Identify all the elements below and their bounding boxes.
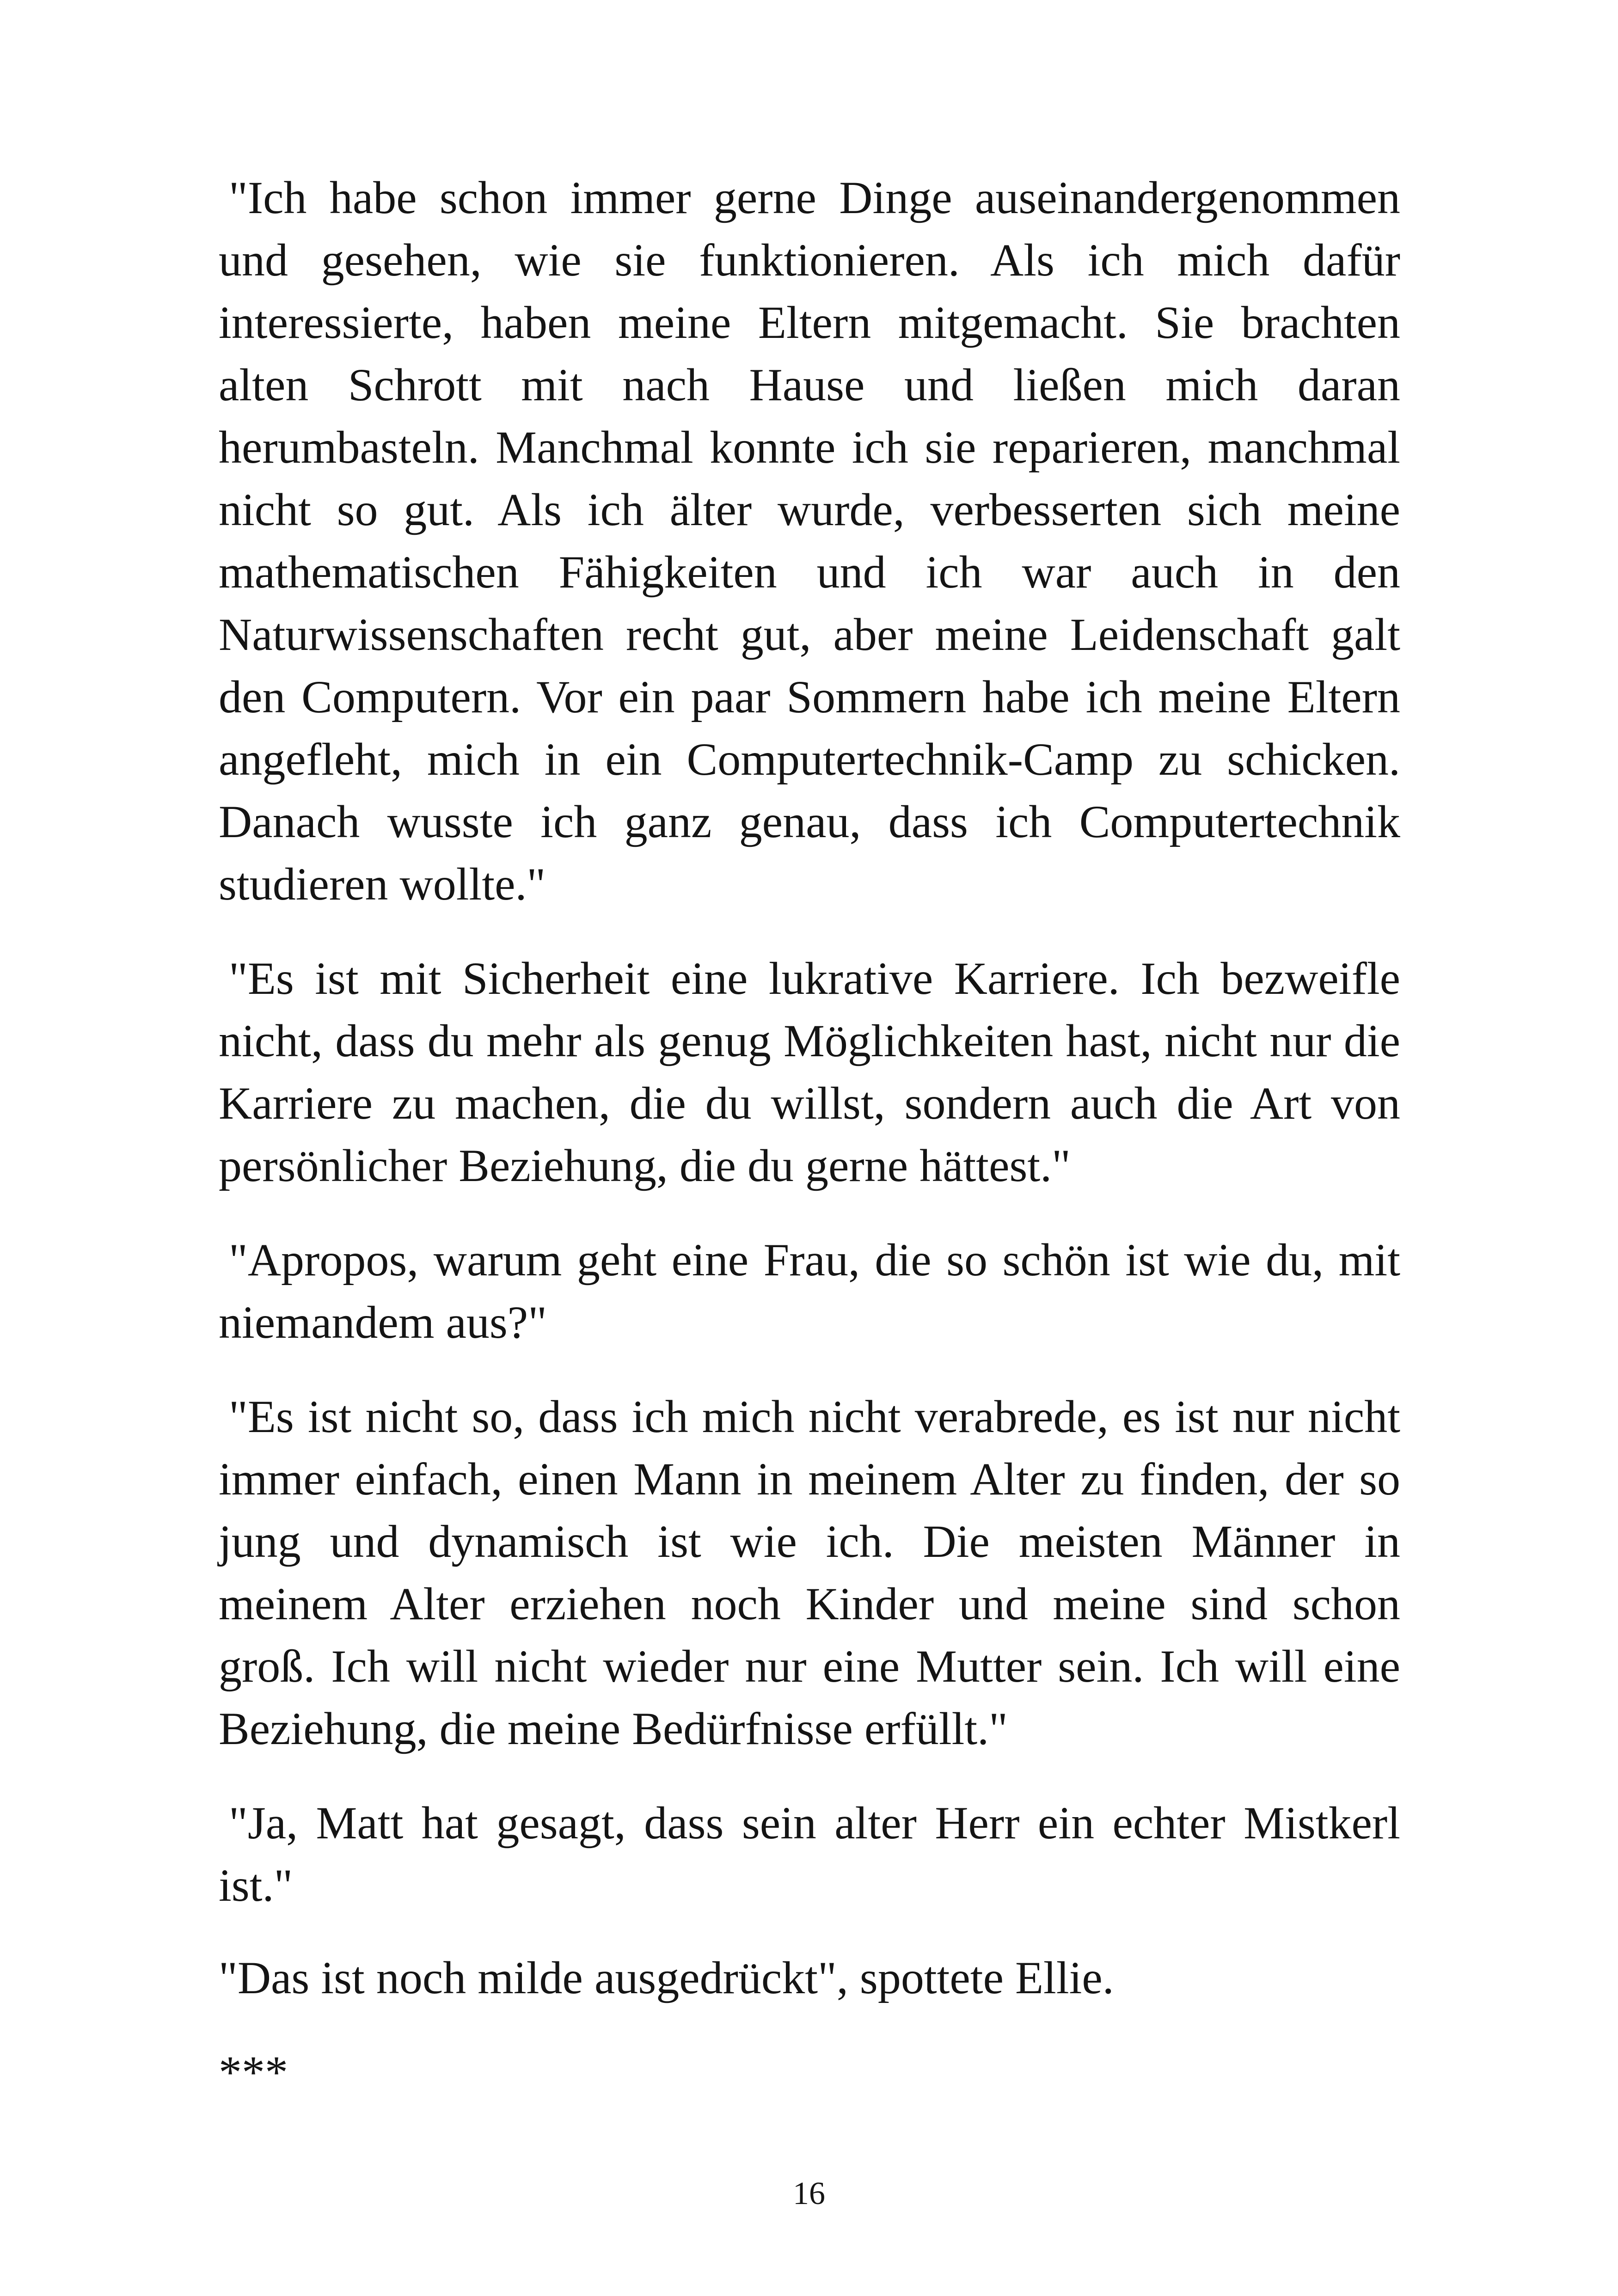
paragraph-1: "Ich habe schon immer gerne Dinge auseinandergenommen und gesehen, wie sie funktionieren. Als ich mich dafür interessierte, haben meine Eltern mitgemacht. Sie brachten alten Schrott mit nach Hause und ließen mich daran herumbasteln. Manchmal konnte ich sie reparieren, manchmal nicht so gut. Als ich älter wurde, verbesserten sich meine mathematischen Fähigkeiten und ich war auch in den Naturwissenschaften recht gut, aber meine Leidenschaft galt den Computern. Vor ein paar Sommern habe ich meine Eltern angefleht, mich in ein Computertechnik-Camp zu schicken. Danach wusste ich ganz genau, dass ich Computertechnik studieren wollte." — [219, 172, 1400, 910]
page-number: 16 — [793, 2176, 825, 2211]
scene-separator: *** — [219, 2046, 288, 2098]
paragraph-2: "Es ist mit Sicherheit eine lukrative Karriere. Ich bezweifle nicht, dass du mehr als genug Möglichkeiten hast, nicht nur die Karriere zu machen, die du willst, sondern auch die Art von persönlicher Beziehung, die du gerne hättest." — [219, 953, 1400, 1191]
paragraph-5: "Ja, Matt hat gesagt, dass sein alter Herr ein echter Mistkerl ist." — [219, 1797, 1400, 1911]
body-text — [219, 166, 1400, 2103]
paragraph-6: "Das ist noch milde ausgedrückt", spottete Ellie. — [219, 1952, 1114, 2003]
paragraph-3: "Apropos, warum geht eine Frau, die so schön ist wie du, mit niemandem aus?" — [219, 1234, 1400, 1348]
paragraph-4: "Es ist nicht so, dass ich mich nicht verabrede, es ist nur nicht immer einfach, einen Mann in meinem Alter zu finden, der so jung und dynamisch ist wie ich. Die meisten Männer in meinem Alter erziehen noch Kinder und meine sind schon groß. Ich will nicht wieder nur eine Mutter sein. Ich will eine Beziehung, die meine Bedürfnisse erfüllt." — [219, 1391, 1400, 1754]
